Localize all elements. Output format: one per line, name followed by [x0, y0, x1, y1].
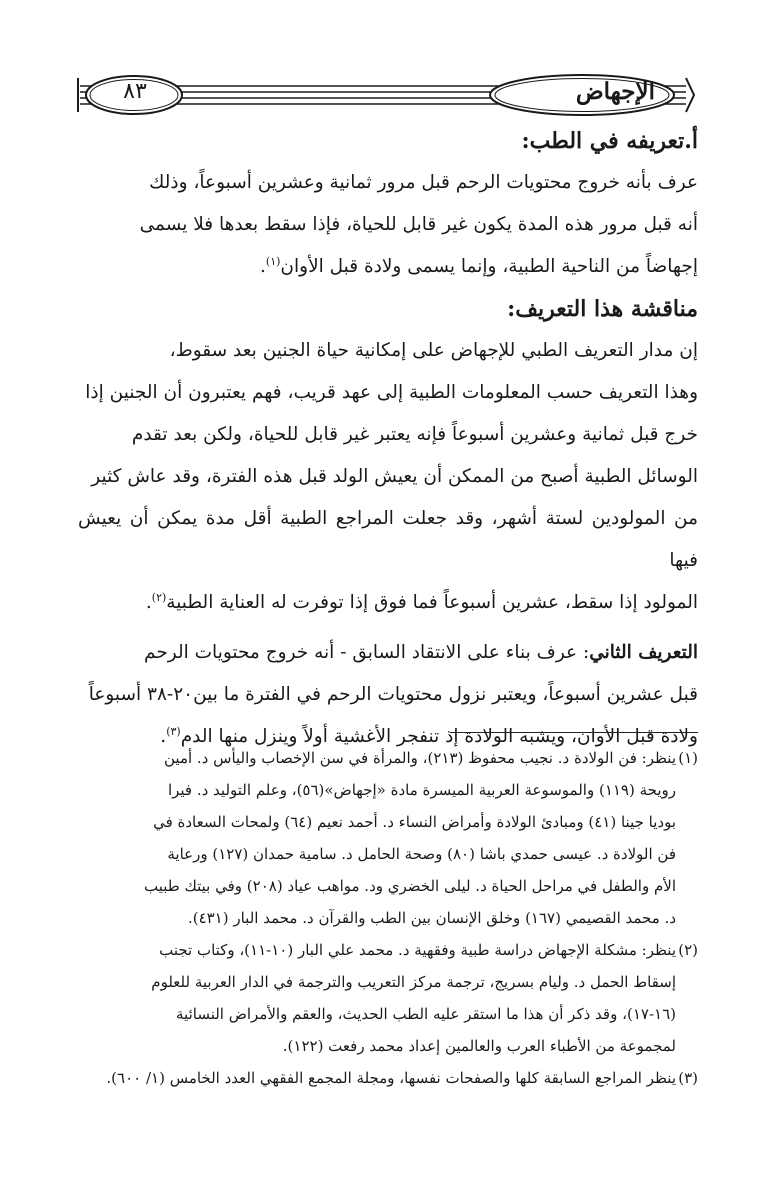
footnote-number: (٣) — [678, 1069, 698, 1087]
paragraph-line: ولادة قبل الأوان، ويشبه الولادة إذ تنفجر الأغشية أولاً وينزل منها الدم$^{(٣)}$. — [160, 724, 698, 747]
footnote-line: ينظر: مشكلة الإجهاض دراسة طبية وفقهية د. محمد علي البار (١٠-١١)، وكتاب تجنب — [159, 941, 676, 959]
paragraph-line: الوسائل الطبية أصبح من الممكن أن يعيش الولد قبل هذه الفترة، وقد عاش كثير — [91, 466, 698, 487]
footnote-line: (١٦-١٧)، وقد ذكر أن هذا ما استقر عليه الطب الحديث، والعقم والأمراض النسائية — [176, 1005, 676, 1023]
running-title: الإجهاض — [575, 78, 655, 105]
footnote-separator — [450, 732, 698, 733]
paragraph-line: قبل عشرين أسبوعاً، ويعتبر نزول محتويات الرحم في الفترة ما بين٢٠-٣٨ أسبوعاً — [88, 684, 698, 705]
paragraph-line: عرف بأنه خروج محتويات الرحم قبل مرور ثمانية وعشرين أسبوعاً، وذلك — [149, 172, 698, 193]
footnote-line: الأم والطفل في مراحل الحياة د. ليلى الخضري ود. مواهب عياد (٢٠٨) وفي بيتك طبيب — [143, 877, 676, 895]
footnote-text — [78, 742, 676, 934]
footnote-text — [78, 1062, 676, 1094]
paragraph-line: من المولودين لستة أشهر، وقد جعلت المراجع الطبية أقل مدة يمكن أن يعيش فيها — [78, 508, 698, 571]
footnote-line: ينظر: فن الولادة د. نجيب محفوظ (٢١٣)، والمرأة في سن الإخصاب واليأس د. أمين — [164, 749, 676, 767]
paragraph-line: إن مدار التعريف الطبي للإجهاض على إمكانية حياة الجنين بعد سقوط، — [169, 340, 698, 361]
main-text — [78, 120, 698, 758]
second-definition-label: التعريف الثاني — [589, 642, 698, 663]
paragraph-line: المولود إذا سقط، عشرين أسبوعاً فما فوق إذا توفرت له العناية الطبية$^{(٢)}$. — [145, 590, 698, 613]
footnote-reference[interactable]: (١) — [265, 254, 281, 268]
footnote-number: (٢) — [678, 941, 698, 959]
footnote-number: (١) — [678, 749, 698, 767]
footnote-line: ينظر المراجع السابقة كلها والصفحات نفسها، ومجلة المجمع الفقهي العدد الخامس (١/ ٦٠٠). — [106, 1069, 676, 1087]
footnote-line: بوديا جينا (٤١) ومبادئ الولادة وأمراض النساء د. أحمد نعيم (٦٤) ولمحات السعادة في — [153, 813, 676, 831]
footnote-line: د. محمد القصيمي (١٦٧) وخلق الإنسان بين الطب والقرآن د. محمد البار (٤٣١). — [187, 909, 676, 927]
paragraph-line: أنه قبل مرور هذه المدة يكون غير قابل للحياة، فإذا سقط بعدها فلا يسمى — [139, 214, 698, 235]
footnote-reference[interactable]: (٣) — [166, 724, 181, 738]
page-header — [72, 72, 697, 118]
section-heading-medical-definition: أ.تعريفه في الطب: — [521, 128, 698, 154]
paragraph-line: إجهاضاً من الناحية الطبية، وإنما يسمى ولادة قبل الأوان$^{(١)}$. — [260, 254, 698, 277]
paragraph-line: خرج قبل ثمانية وعشرين أسبوعاً فإنه يعتبر غير قابل للحياة، ولكن بعد تقدم — [131, 424, 698, 445]
footnote-line: فن الولادة د. عيسى حمدي باشا (٨٠) وصحة الحامل د. سامية حمدان (١٢٧) ورعاية — [167, 845, 676, 863]
page-number: ٨٣ — [123, 79, 147, 104]
paragraph-line: التعريف الثاني: عرف بناء على الانتقاد السابق - أنه خروج محتويات الرحم — [144, 642, 698, 663]
footnote-text — [78, 934, 676, 1062]
footnote-3 — [78, 1062, 698, 1094]
footnote-line: إسقاط الحمل د. وليام بسريج، ترجمة مركز التعريب والترجمة في الدار العربية للعلوم — [151, 973, 676, 991]
footnote-2 — [78, 934, 698, 1062]
paragraph-line: وهذا التعريف حسب المعلومات الطبية إلى عهد قريب، فهم يعتبرون أن الجنين إذا — [85, 382, 698, 403]
footnote-line: رويحة (١١٩) والموسوعة العربية الميسرة مادة «إجهاض»(٥٦)، وعلم التوليد د. فيرا — [167, 781, 676, 799]
footnote-1 — [78, 742, 698, 934]
footnote-line: لمجموعة من الأطباء العرب والعالمين إعداد محمد رفعت (١٢٢). — [282, 1037, 676, 1055]
footnote-reference[interactable]: (٢) — [151, 590, 167, 604]
footnotes — [78, 742, 698, 1094]
section-heading-discussion: مناقشة هذا التعريف: — [507, 296, 698, 322]
